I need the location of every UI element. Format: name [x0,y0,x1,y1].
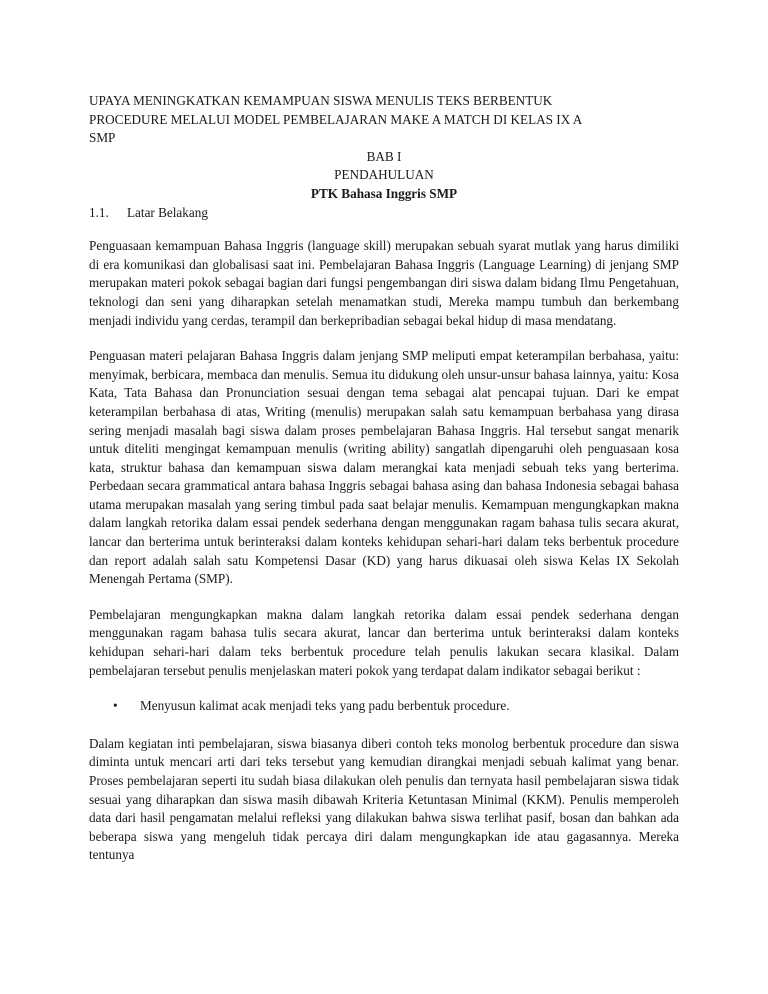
title-line: SMP [89,130,116,146]
title-line: UPAYA MENINGKATKAN KEMAMPUAN SISWA MENULIS TEKS BERBENTUK [89,93,553,108]
body-paragraph: Dalam kegiatan inti pembelajaran, siswa biasanya diberi contoh teks monolog berbentuk procedure dan siswa diminta untuk mencari arti dari teks tersebut yang kemudian dirangkai menjadi sebuah kalimat yang benar. Proses pembelajaran seperti itu sudah biasa dilakukan oleh penulis dan ternyata hasil pembelajaran siswa tidak sesuai yang diharapkan dan siswa masih dibawah Kriteria Ketuntasan Minimal (KKM). Penulis memperoleh data dari hasil pengamatan melalui refleksi yang dilakukan bahwa siswa terlihat pasif, bosan dan bahkan ada beberapa siswa yang mengeluh tidak percaya diri dalam mengungkapkan ide atau gagasannya. Mereka tentunya [89,735,679,863]
section-heading [89,204,679,223]
bullet-list [89,697,679,716]
bullet-icon: • [113,698,118,714]
section-title: Latar Belakang [127,204,208,220]
document-subtitle: PTK Bahasa Inggris SMP [310,185,458,201]
body-paragraph: Penguasaan kemampuan Bahasa Inggris (language skill) merupakan sebuah syarat mutlak yang harus dimiliki di era komunikasi dan globalisasi saat ini. Pembelajaran Bahasa Inggris (Language Learning) di jenjang SMP merupakan materi pokok sebagai bagian dari fungsi pengembangan diri siswa dalam bidang Ilmu Pengetahuan, teknologi dan seni yang diharapkan setelah menamatkan studi, Mereka mampu tumbuh dan berkembang menjadi individu yang cerdas, terampil dan berkepribadian sebagai bekal hidup di masa mendatang. [89,238,679,328]
chapter-title: PENDAHULUAN [334,167,434,183]
body-paragraph: Penguasan materi pelajaran Bahasa Inggris dalam jenjang SMP meliputi empat keterampilan berbahasa, yaitu: menyimak, berbicara, membaca dan menulis. Semua itu didukung oleh unsur-unsur bahasa lainnya, yaitu: Kosa Kata, Tata Bahasa dan Pronunciation sesuai dengan tema sebagai alat pencapai tujuan. Dari ke empat keterampilan berbahasa di atas, Writing (menulis) merupakan salah satu kemampuan berbahasa yang dirasa sering menjadi masalah bagi siswa dalam proses pembelajaran Bahasa Inggris. Hal tersebut sangat menarik untuk diteliti mengingat kemampuan menulis (writing ability) sangatlah dipengaruhi oleh penguasaan kosa kata, struktur bahasa dan kemampuan siswa dalam merangkai kata menjadi sebuah teks yang berterima. Perbedaan secara grammatical antara bahasa Inggris sebagai bahasa asing dan bahasa Indonesia sebagai bahasa utama merupakan masalah yang sering timbul pada saat belajar menulis. Kemampuan mengungkapkan makna dalam langkah retorika dalam essai pendek sederhana dengan menggunakan ragam bahasa tulis secara akurat, lancar dan berterima untuk berinteraksi dalam konteks kehidupan sehari-hari dalam teks berbentuk procedure dan report adalah salah satu Kompetensi Dasar (KD) yang harus dikuasai oleh siswa Kelas IX Sekolah Menengah Pertama (SMP). [89,348,679,587]
title-line: PROCEDURE MELALUI MODEL PEMBELAJARAN MAKE A MATCH DI KELAS IX A [89,111,583,127]
chapter-number: BAB I [366,148,402,164]
list-item [89,697,679,716]
body-paragraph: Pembelajaran mengungkapkan makna dalam langkah retorika dalam essai pendek sederhana dengan menggunakan ragam bahasa tulis secara akurat, lancar dan berterima untuk berinteraksi dalam konteks kehidupan sehari-hari dalam teks berbentuk procedure telah penulis lakukan secara klasikal. Dalam pembelajaran tersebut penulis menjelaskan materi pokok yang terdapat dalam indikator sebagai berikut : [89,606,679,678]
list-item-text: Menyusun kalimat acak menjadi teks yang padu berbentuk procedure. [140,698,510,714]
document-title [89,92,679,148]
section-number: 1.1. [89,204,109,220]
